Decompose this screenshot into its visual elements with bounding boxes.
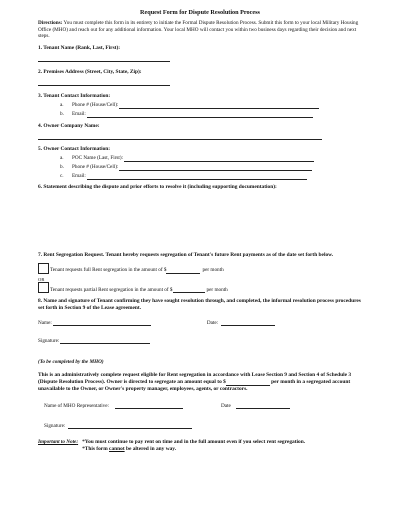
mho-rep-label: Name of MHO Representative: <box>44 402 109 409</box>
signature-label: Signature: <box>38 338 60 345</box>
directions <box>38 20 362 39</box>
note-line-2 <box>82 446 305 452</box>
owner-phone-field[interactable] <box>119 165 312 171</box>
tenant-signature-field[interactable] <box>60 338 150 344</box>
full-segregation-row <box>38 263 362 274</box>
mho-statement <box>38 372 362 393</box>
tenant-email-row <box>60 109 362 118</box>
owner-poc-field[interactable] <box>124 156 314 162</box>
q2-label: 2. Premises Address (Street, City, State, Zip): <box>38 68 142 75</box>
tenant-phone-field[interactable] <box>119 103 319 109</box>
mho-statement-part2: per month in a segregated account unavailable to the Owner, or Owner's property manager, employees, agents, or contractors. <box>38 378 351 392</box>
item-letter: a. <box>60 102 64 109</box>
q7-label: 7. Rent Segregation Request. Tenant hereby requests segregation of Tenant's future Rent payments as of the date set forth below. <box>38 252 334 259</box>
note-body <box>82 439 305 452</box>
mho-signature-field[interactable] <box>68 423 192 429</box>
owner-phone-row <box>60 162 362 171</box>
date-label: Date: <box>206 320 219 326</box>
mho-signature-label: Signature: <box>44 422 66 429</box>
full-segregation-amount-field[interactable] <box>166 268 200 274</box>
item-letter: a. <box>60 155 64 162</box>
note-row <box>38 439 362 452</box>
tenant-phone-row <box>60 100 362 109</box>
mho-date-field[interactable] <box>236 403 290 409</box>
directions-label: Directions: <box>38 20 63 27</box>
note-label-text: Important to Note <box>38 439 77 446</box>
note-line-2-emphasis: cannot <box>109 445 125 452</box>
full-segregation-text: Tenant requests full Rent segregation in the amount of $ <box>50 267 167 274</box>
mho-date-label: Date <box>220 402 231 409</box>
partial-segregation-text: Tenant requests partial Rent segregation in the amount of $ <box>50 286 173 293</box>
per-month-text: per month <box>206 286 228 293</box>
partial-segregation-amount-field[interactable] <box>173 287 205 293</box>
partial-segregation-row <box>38 282 362 293</box>
note-line-2-end: be altered in any way. <box>124 445 177 452</box>
mho-statement-part1: This is an administratively complete request eligible for Rent segregation in accordance with Lease Section 9 and Section 4 of Schedule 3 (Dispute Resolution Process). Owner is directed to segregate an amount equal to $ <box>38 371 352 385</box>
item-label: Phone # (House/Cell): <box>72 164 119 171</box>
name-label: Name: <box>38 320 52 326</box>
owner-poc-row <box>60 153 362 162</box>
tenant-confirm-name-field[interactable] <box>53 320 151 326</box>
note-line-2-start: *This form <box>82 445 110 452</box>
item-letter: c. <box>60 173 64 180</box>
tenant-email-field[interactable] <box>87 112 313 118</box>
mho-heading: (To be completed by the MHO) <box>38 359 104 366</box>
q6-label: 6. Statement describing the dispute and prior efforts to resolve it (including supporting documentation): <box>38 183 277 190</box>
q3-label: 3. Tenant Contact Information: <box>38 93 111 100</box>
dispute-statement-area[interactable] <box>38 190 362 252</box>
per-month-text: per month <box>202 267 224 274</box>
note-line-1: *You must continue to pay rent on time and in the full amount even if you select rent segregation. <box>82 439 306 446</box>
form-title: Request Form for Dispute Resolution Process <box>140 9 260 16</box>
item-label: POC Name (Last, First): <box>72 155 124 162</box>
mho-rep-name-field[interactable] <box>115 403 183 409</box>
partial-segregation-checkbox[interactable] <box>38 282 49 293</box>
directions-text: You must complete this form in its entirety to initiate the Formal Dispute Resolution Process. Submit this form to your local Military Housing Office (MHO) and reach out for any additional information. Your local MHO will contact you within two business days regarding their decision and next steps. <box>38 20 359 39</box>
item-letter: b. <box>60 164 64 171</box>
owner-email-field[interactable] <box>87 174 307 180</box>
item-label: Email: <box>72 173 86 180</box>
item-label: Phone # (House/Cell): <box>72 102 119 109</box>
item-letter: b. <box>60 111 64 118</box>
q4-label: 4. Owner Company Name: <box>38 122 100 129</box>
item-label: Email: <box>72 111 86 118</box>
owner-email-row <box>60 171 362 180</box>
note-label: Important to Note: <box>38 439 79 446</box>
q1-label: 1. Tenant Name (Rank, Last, First): <box>38 45 121 52</box>
or-text: OR <box>38 276 45 282</box>
full-segregation-checkbox[interactable] <box>38 263 49 274</box>
q5-label: 5. Owner Contact Information: <box>38 146 111 153</box>
tenant-confirm-date-field[interactable] <box>221 320 275 326</box>
q8-label: 8. Name and signature of Tenant confirming they have sought resolution through, and completed, the informal resolution process procedures set forth in Section 9 of the Lease agreement. <box>38 298 361 311</box>
